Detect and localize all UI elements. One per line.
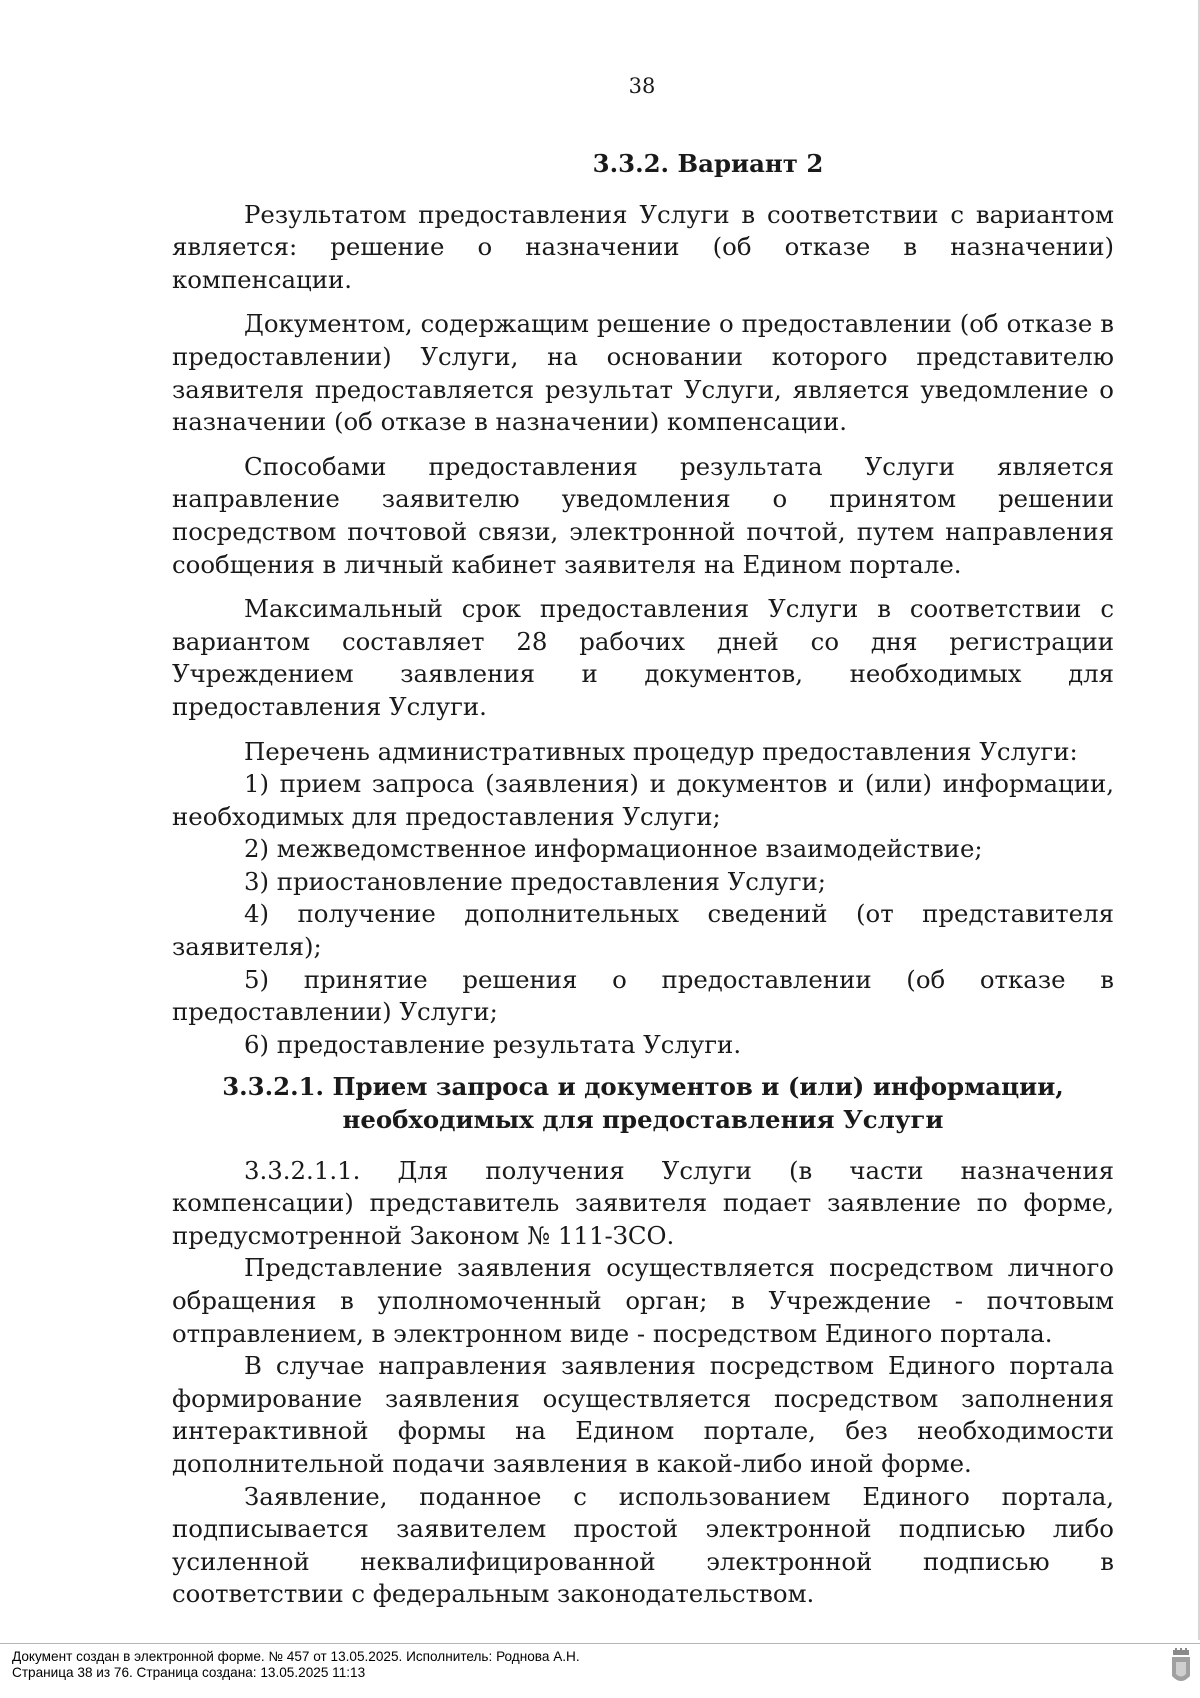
document-body xyxy=(172,148,1114,1611)
procedure-item: 6) предоставление результата Услуги. xyxy=(244,1029,742,1059)
paragraph: Заявление, поданное с использованием Единого портала, подписывается заявителем простой электронной подписью либо усиленной неквалифицированной электронной подписью в соответствии с федеральным законодательством. xyxy=(172,1481,1114,1609)
paragraph: Максимальный срок предоставления Услуги в соответствии с вариантом составляет 28 рабочих дней со дня регистрации Учреждением заявления и документов, необходимых для предоставления Услуги. xyxy=(172,594,1114,721)
section-title: 3.3.2. Вариант 2 xyxy=(592,149,824,178)
paragraph: Документом, содержащим решение о предоставлении (об отказе в предоставлении) Услуги, на основании которого представителю заявителя предоставляется результат Услуги, является уведомление о назначении (об отказе в назначении) компенсации. xyxy=(172,309,1114,437)
procedure-item: 2) межведомственное информационное взаимодействие; xyxy=(244,834,983,864)
procedure-item: 1) прием запроса (заявления) и документов и (или) информации, необходимых для предоставления Услуги; xyxy=(172,769,1114,831)
procedure-item: 5) принятие решения о предоставлении (об отказе в предоставлении) Услуги; xyxy=(172,964,1114,1027)
subsection-title: 3.3.2.1. Прием запроса и документов и (или) информации, необходимых для предоставления Услуги xyxy=(222,1072,1064,1135)
procedure-item: 3) приостановление предоставления Услуги; xyxy=(244,866,826,896)
procedure-item: 4) получение дополнительных сведений (от представителя заявителя); xyxy=(172,899,1114,962)
paragraph: Способами предоставления результата Услуги является направление заявителю уведомления о принятом решении посредством почтовой связи, электронной почтой, путем направления сообщения в личный кабинет заявителя на Едином портале. xyxy=(172,451,1114,579)
footer-line: Страница 38 из 76. Страница создана: 13.05.2025 11:13 xyxy=(12,1664,366,1680)
paragraph: Представление заявления осуществляется посредством личного обращения в уполномоченный орган; в Учреждение - почтовым отправлением, в электронном виде - посредством Единого портала. xyxy=(172,1253,1114,1348)
procedures-intro: Перечень административных процедур предоставления Услуги: xyxy=(244,736,1078,766)
paragraph: В случае направления заявления посредством Единого портала формирование заявления осуществляется посредством заполнения интерактивной формы на Едином портале, без необходимости дополнительной подачи заявления в какой-либо иной форме. xyxy=(172,1351,1114,1478)
footer-line: Документ создан в электронной форме. № 457 от 13.05.2025. Исполнитель: Роднова А.Н. xyxy=(12,1649,580,1664)
footer-divider xyxy=(0,1643,1200,1644)
paragraph: 3.3.2.1.1. Для получения Услуги (в части назначения компенсации) представитель заявителя подает заявление по форме, предусмотренной Законом № 111-ЗСО. xyxy=(172,1155,1114,1250)
document-footer xyxy=(12,1649,580,1680)
coat-of-arms-icon xyxy=(1170,1648,1192,1686)
paragraph: Результатом предоставления Услуги в соответствии с вариантом является: решение о назначении (об отказе в назначении) компенсации. xyxy=(172,199,1114,294)
page-number: 38 xyxy=(628,74,656,98)
